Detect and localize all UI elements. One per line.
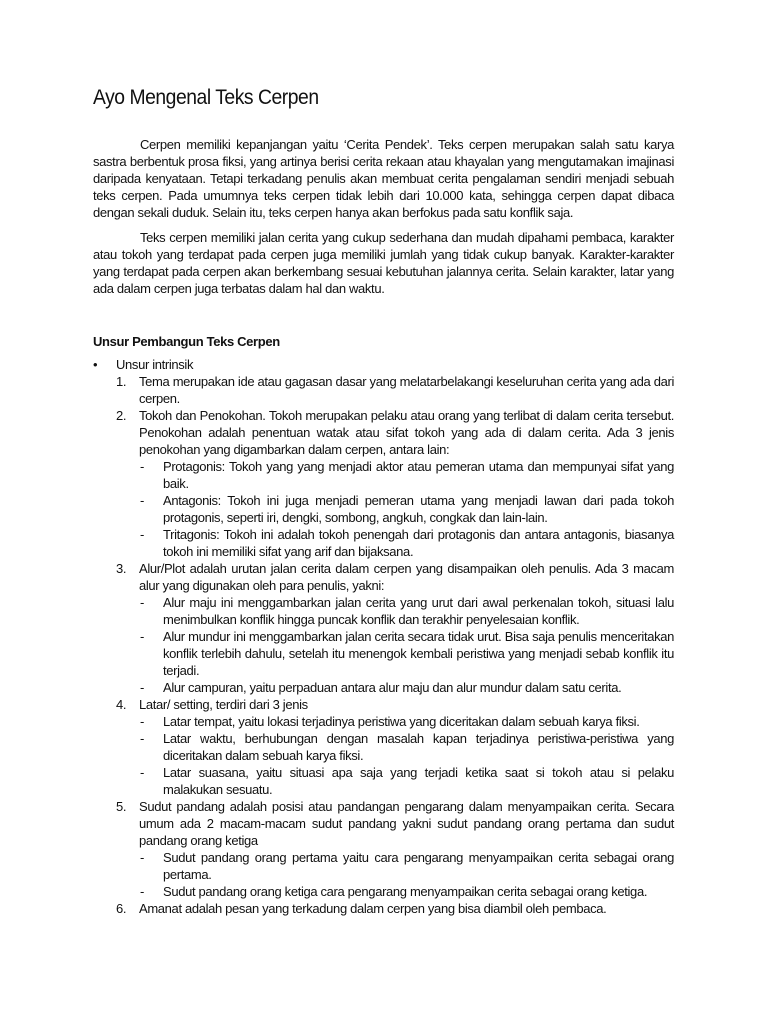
list-item-text: Sudut pandang adalah posisi atau pandangan pengarang dalam menyampaikan cerita. Secara umum ada 2 macam-macam sudut pandang yakni sudut pandang orang pertama dan sudut pandang orang ketiga	[139, 799, 674, 848]
sub-list-item-text: Tritagonis: Tokoh ini adalah tokoh penengah dari protagonis dan antara antagonis, biasanya tokoh ini memiliki sifat yang arif dan bijaksana.	[163, 527, 674, 559]
dash-bullet: -	[140, 527, 144, 542]
dash-bullet: -	[140, 765, 144, 780]
dash-bullet: -	[140, 731, 144, 746]
bullet-list	[93, 356, 674, 917]
list-item	[116, 798, 674, 900]
sub-list-item	[139, 679, 674, 696]
sub-list-item-text: Sudut pandang orang ketiga cara pengarang menyampaikan cerita sebagai orang ketiga.	[163, 884, 648, 899]
bullet-item-unsur-intrinsik	[93, 356, 674, 917]
list-item-number: 2.	[116, 408, 127, 423]
list-item	[116, 560, 674, 696]
sub-list	[139, 849, 674, 900]
dash-bullet: -	[140, 680, 144, 695]
sub-list-item	[139, 526, 674, 560]
sub-list-item-text: Latar tempat, yaitu lokasi terjadinya peristiwa yang diceritakan dalam sebuah karya fiksi.	[163, 714, 640, 729]
list-item-number: 4.	[116, 697, 127, 712]
sub-list-item	[139, 492, 674, 526]
sub-list-item	[139, 849, 674, 883]
sub-list-item-text: Latar suasana, yaitu situasi apa saja yang terjadi ketika saat si tokoh atau si pelaku malakukan sesuatu.	[163, 765, 674, 797]
list-item-number: 6.	[116, 901, 127, 916]
list-item-text: Tokoh dan Penokohan. Tokoh merupakan pelaku atau orang yang terlibat di dalam cerita tersebut. Penokohan adalah penentuan watak atau sifat tokoh yang ada di dalam cerita. Ada 3 jenis penokohan yang digambarkan dalam cerpen, antara lain:	[139, 408, 674, 457]
sub-list-item	[139, 458, 674, 492]
bullet-label: Unsur intrinsik	[116, 357, 194, 372]
dash-bullet: -	[140, 850, 144, 865]
list-item	[116, 373, 674, 407]
list-item-text: Tema merupakan ide atau gagasan dasar yang melatarbelakangi keseluruhan cerita yang ada dari cerpen.	[139, 374, 674, 406]
dash-bullet: -	[140, 629, 144, 644]
sub-list	[139, 594, 674, 696]
sub-list-item-text: Protagonis: Tokoh yang yang menjadi aktor atau pemeran utama dan mempunyai sifat yang baik.	[163, 459, 674, 491]
dash-bullet: -	[140, 714, 144, 729]
numbered-list	[116, 373, 674, 917]
list-item	[116, 407, 674, 560]
list-item	[116, 900, 674, 917]
sub-list-item-text: Sudut pandang orang pertama yaitu cara pengarang menyampaikan cerita sebagai orang pertama.	[163, 850, 674, 882]
list-item-number: 3.	[116, 561, 127, 576]
section-heading: Unsur Pembangun Teks Cerpen	[93, 334, 280, 349]
list-item-text: Latar/ setting, terdiri dari 3 jenis	[139, 697, 308, 712]
sub-list-item	[139, 713, 674, 730]
intro-paragraph: Cerpen memiliki kepanjangan yaitu ‘Cerita Pendek’. Teks cerpen merupakan salah satu karya sastra berbentuk prosa fiksi, yang artinya berisi cerita rekaan atau khayalan yang mengutamakan imajinasi daripada kenyataan. Tetapi terkadang penulis akan membuat cerita pengalaman sendiri menjadi sebuah teks cerpen. Pada umumnya teks cerpen tidak lebih dari 10.000 kata, sehingga cerpen dapat dibaca dengan sekali duduk. Selain itu, teks cerpen hanya akan berfokus pada satu konflik saja.	[93, 137, 674, 220]
dash-bullet: -	[140, 459, 144, 474]
list-item	[116, 696, 674, 798]
sub-list	[139, 713, 674, 798]
sub-list-item	[139, 764, 674, 798]
dash-bullet: -	[140, 595, 144, 610]
sub-list-item-text: Antagonis: Tokoh ini juga menjadi pemeran utama yang menjadi lawan dari pada tokoh protagonis, seperti iri, dengki, sombong, angkuh, congkak dan lain-lain.	[163, 493, 674, 525]
sub-list-item-text: Alur campuran, yaitu perpaduan antara alur maju dan alur mundur dalam satu cerita.	[163, 680, 622, 695]
list-item-number: 5.	[116, 799, 127, 814]
body-paragraph: Teks cerpen memiliki jalan cerita yang cukup sederhana dan mudah dipahami pembaca, karakter atau tokoh yang terdapat pada cerpen juga memiliki jumlah yang tidak cukup banyak. Karakter-karakter yang terdapat pada cerpen akan berkembang sesuai kebutuhan jalannya cerita. Selain karakter, latar yang ada dalam cerpen juga terbatas dalam hal dan waktu.	[93, 230, 674, 296]
bullet-icon: •	[93, 357, 98, 372]
sub-list-item-text: Alur maju ini menggambarkan jalan cerita yang urut dari awal perkenalan tokoh, situasi lalu menimbulkan konflik hingga puncak konflik dan terakhir penyelesaian konflik.	[163, 595, 674, 627]
sub-list-item-text: Alur mundur ini menggambarkan jalan cerita secara tidak urut. Bisa saja penulis menceritakan konflik terlebih dahulu, setelah itu menengok kembali peristiwa yang menjadi sebab konflik itu terjadi.	[163, 629, 674, 678]
page-title: Ayo Mengenal Teks Cerpen	[93, 86, 319, 109]
list-item-text: Amanat adalah pesan yang terkadung dalam cerpen yang bisa diambil oleh pembaca.	[139, 901, 607, 916]
sub-list-item	[139, 594, 674, 628]
list-item-text: Alur/Plot adalah urutan jalan cerita dalam cerpen yang disampaikan oleh penulis. Ada 3 macam alur yang digunakan oleh para penulis, yakni:	[139, 561, 674, 593]
sub-list-item	[139, 730, 674, 764]
dash-bullet: -	[140, 493, 144, 508]
sub-list-item	[139, 883, 674, 900]
list-item-number: 1.	[116, 374, 127, 389]
document-page	[93, 86, 674, 917]
sub-list-item	[139, 628, 674, 679]
sub-list-item-text: Latar waktu, berhubungan dengan masalah kapan terjadinya peristiwa-peristiwa yang diceritakan dalam sebuah karya fiksi.	[163, 731, 674, 763]
dash-bullet: -	[140, 884, 144, 899]
sub-list	[139, 458, 674, 560]
